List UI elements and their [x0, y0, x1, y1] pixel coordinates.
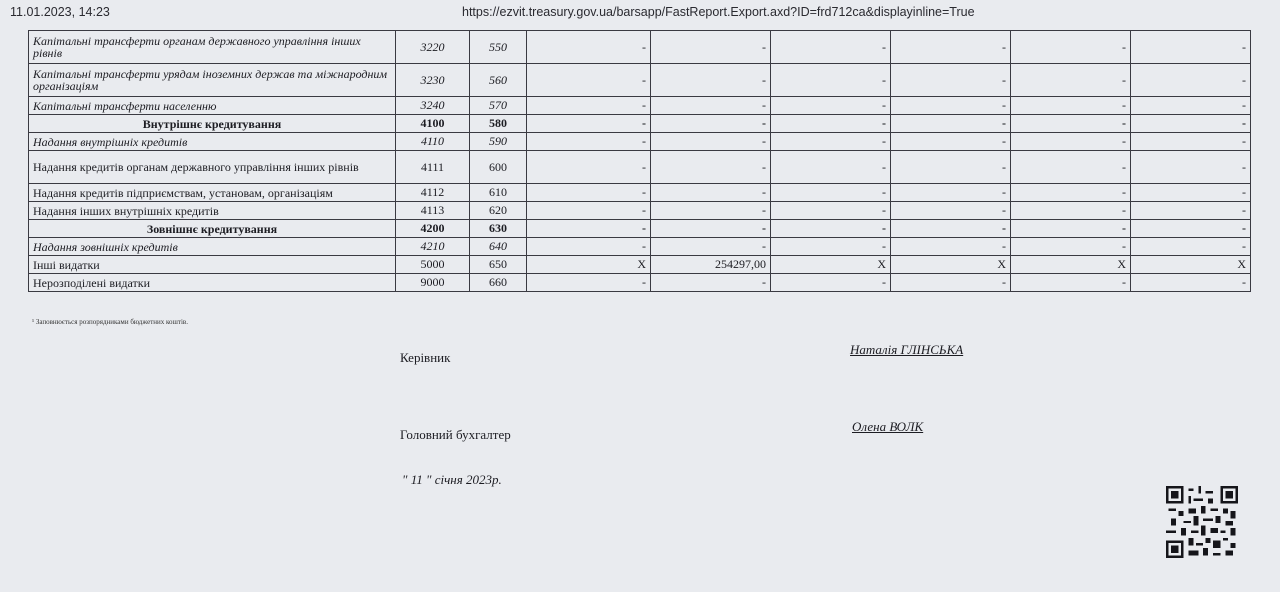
row-name: Надання зовнішніх кредитів [29, 238, 396, 256]
row-name: Надання інших внутрішніх кредитів [29, 202, 396, 220]
row-value-cell: - [891, 202, 1011, 220]
row-value-cell: - [527, 151, 651, 184]
report-body [29, 31, 1251, 292]
row-value-cell: - [771, 220, 891, 238]
row-name: Інші видатки [29, 256, 396, 274]
row-value-cell: - [891, 274, 1011, 292]
row-line-code: 590 [470, 133, 527, 151]
table-row [29, 220, 1251, 238]
row-value-cell: - [651, 115, 771, 133]
row-line-code: 570 [470, 97, 527, 115]
row-value-cell: - [771, 184, 891, 202]
table-row [29, 97, 1251, 115]
qr-code-icon [1166, 486, 1238, 558]
row-kekv: 4113 [396, 202, 470, 220]
print-header [0, 0, 1280, 22]
row-value-cell: - [771, 115, 891, 133]
row-value-cell: - [527, 274, 651, 292]
row-value-cell: X [771, 256, 891, 274]
row-value-cell: - [651, 220, 771, 238]
row-value-cell: - [651, 97, 771, 115]
row-value-cell: - [891, 238, 1011, 256]
row-line-code: 550 [470, 31, 527, 64]
row-value-cell: - [1011, 220, 1131, 238]
row-kekv: 4110 [396, 133, 470, 151]
row-value-cell: - [1131, 220, 1251, 238]
table-row [29, 202, 1251, 220]
row-value-cell: - [1131, 202, 1251, 220]
row-line-code: 610 [470, 184, 527, 202]
row-value-cell: - [1131, 133, 1251, 151]
row-value-cell: - [651, 133, 771, 151]
row-value-cell: - [651, 184, 771, 202]
row-value-cell: - [771, 238, 891, 256]
row-value-cell: - [1011, 31, 1131, 64]
row-name: Капітальні трансферти населенню [29, 97, 396, 115]
table-row [29, 31, 1251, 64]
row-value-cell: - [1011, 64, 1131, 97]
row-line-code: 600 [470, 151, 527, 184]
row-value-cell: - [1011, 133, 1131, 151]
row-value-cell: - [651, 274, 771, 292]
accountant-name: Олена ВОЛК [852, 419, 924, 434]
table-row [29, 274, 1251, 292]
head-label: Керівник [400, 350, 451, 365]
row-value-cell: - [771, 97, 891, 115]
row-value-cell: - [891, 220, 1011, 238]
row-value-cell: - [1131, 64, 1251, 97]
row-value-cell: - [771, 31, 891, 64]
row-line-code: 580 [470, 115, 527, 133]
row-value-cell: - [1131, 274, 1251, 292]
row-line-code: 650 [470, 256, 527, 274]
row-value-cell: - [891, 151, 1011, 184]
row-value-cell: - [771, 274, 891, 292]
row-kekv: 3220 [396, 31, 470, 64]
row-value-cell: - [1131, 115, 1251, 133]
print-url: https://ezvit.treasury.gov.ua/barsapp/FastReport.Export.axd?ID=frd712ca&displayinline=True [462, 5, 975, 19]
row-kekv: 4111 [396, 151, 470, 184]
row-line-code: 640 [470, 238, 527, 256]
row-value-cell: - [527, 133, 651, 151]
row-value-cell: - [527, 97, 651, 115]
print-datetime: 11.01.2023, 14:23 [10, 5, 110, 19]
row-value-cell: - [1131, 151, 1251, 184]
row-value-cell: - [1011, 151, 1131, 184]
table-row [29, 256, 1251, 274]
row-value-cell: - [527, 220, 651, 238]
row-value-cell: X [1131, 256, 1251, 274]
row-value-cell: X [527, 256, 651, 274]
row-value-cell: - [771, 202, 891, 220]
row-line-code: 660 [470, 274, 527, 292]
row-value-cell: - [1011, 115, 1131, 133]
row-name: Нерозподілені видатки [29, 274, 396, 292]
table-row [29, 133, 1251, 151]
row-value-cell: - [771, 64, 891, 97]
row-value-cell: 254297,00 [651, 256, 771, 274]
row-value-cell: - [527, 31, 651, 64]
row-value-cell: - [527, 202, 651, 220]
row-kekv: 4100 [396, 115, 470, 133]
row-kekv: 5000 [396, 256, 470, 274]
row-name: Внутрішнє кредитування [29, 115, 396, 133]
row-value-cell: - [527, 238, 651, 256]
table-row [29, 184, 1251, 202]
row-value-cell: - [891, 133, 1011, 151]
table-row [29, 151, 1251, 184]
row-value-cell: X [891, 256, 1011, 274]
row-value-cell: - [1011, 97, 1131, 115]
row-name: Надання кредитів підприємствам, установам, організаціям [29, 184, 396, 202]
row-value-cell: - [1131, 184, 1251, 202]
row-value-cell: - [527, 115, 651, 133]
row-value-cell: - [1131, 31, 1251, 64]
row-value-cell: - [891, 31, 1011, 64]
row-value-cell: - [891, 184, 1011, 202]
row-name: Капітальні трансферти урядам іноземних держав та міжнародним організаціям [29, 64, 396, 97]
row-value-cell: - [651, 64, 771, 97]
row-line-code: 560 [470, 64, 527, 97]
row-value-cell: - [1131, 238, 1251, 256]
row-value-cell: - [891, 97, 1011, 115]
head-name: Наталія ГЛІНСЬКА [850, 342, 964, 357]
row-value-cell: - [1131, 97, 1251, 115]
accountant-label: Головний бухгалтер [400, 427, 511, 442]
table-row [29, 64, 1251, 97]
row-kekv: 9000 [396, 274, 470, 292]
row-name: Зовнішнє кредитування [29, 220, 396, 238]
row-line-code: 630 [470, 220, 527, 238]
row-value-cell: - [1011, 274, 1131, 292]
row-value-cell: - [651, 202, 771, 220]
row-value-cell: - [651, 31, 771, 64]
row-value-cell: - [527, 64, 651, 97]
report-table [28, 30, 1251, 292]
row-value-cell: - [771, 133, 891, 151]
row-kekv: 4112 [396, 184, 470, 202]
table-row [29, 238, 1251, 256]
row-name: Надання внутрішніх кредитів [29, 133, 396, 151]
footnote: ¹ Заповнюється розпорядниками бюджетних коштів. [32, 318, 188, 326]
row-name: Капітальні трансферти органам державного управління інших рівнів [29, 31, 396, 64]
row-value-cell: - [527, 184, 651, 202]
row-kekv: 4210 [396, 238, 470, 256]
row-value-cell: - [1011, 202, 1131, 220]
row-kekv: 3230 [396, 64, 470, 97]
report-date: " 11 " січня 2023р. [402, 472, 502, 487]
row-name: Надання кредитів органам державного управління інших рівнів [29, 151, 396, 184]
row-value-cell: - [651, 151, 771, 184]
row-kekv: 3240 [396, 97, 470, 115]
table-row [29, 115, 1251, 133]
row-value-cell: - [651, 238, 771, 256]
row-value-cell: - [1011, 238, 1131, 256]
row-value-cell: - [771, 151, 891, 184]
row-value-cell: - [891, 64, 1011, 97]
row-kekv: 4200 [396, 220, 470, 238]
row-value-cell: - [891, 115, 1011, 133]
row-value-cell: - [1011, 184, 1131, 202]
row-line-code: 620 [470, 202, 527, 220]
row-value-cell: X [1011, 256, 1131, 274]
